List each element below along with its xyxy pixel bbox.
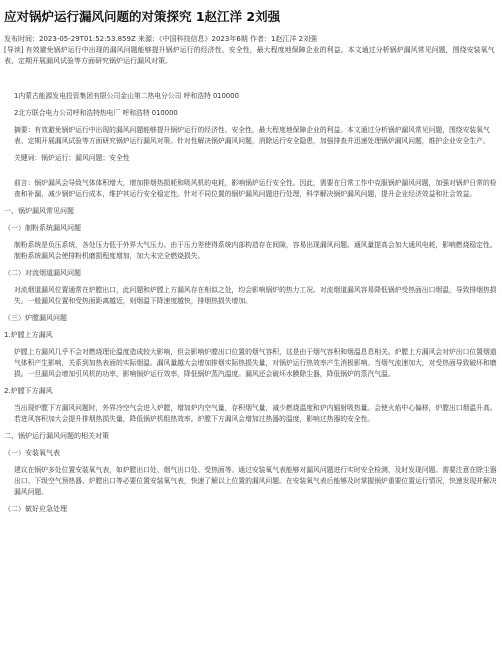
subsection-heading: （二）做好应急处理 — [4, 505, 67, 513]
preface: 前言：锅炉漏风会导致气体体积增大，增加排烟热损耗和吸风机的电耗，影响锅炉运行安全性。因此，需要在日常工作中克服锅炉漏风问题，加强对锅炉日常的检查和补漏，减少锅炉运行成本，维护其运行安全稳定性。针对不同位置的锅炉漏风问题进行处理，科学解决锅炉漏风问题，提升企业经济效益和社会效益。 — [14, 179, 497, 198]
paragraph: 制粉系统是负压系统，各处压力低于外界大气压力。由于压力差使得系统内部构造存在间隙，容易出现漏风问题。通风量提高会加大通风电耗，影响燃烧稳定性。制粉系统漏风会使排粉机磨损程度增加，加大未完全燃烧损失。 — [14, 241, 497, 260]
paragraph: 炉膛上方漏风几乎不会对燃烧理论温度造成较大影响，但会影响炉膛出口位置的烟气容积，这是由于烟气容积和烟温息息相关。炉膛上方漏风会对炉出口位置烟道气体积产生影响，关系到加热表面的实际烟温。漏风量越大会增加排烟实际热损失量，对锅炉运行热效率产生消极影响。当烟气流速加大，对受热面导致破坏和磨损。一旦漏风会增加引风机的功率，影响锅炉运行效率，降低锅炉蒸汽温度。漏风还会破坏水膜除尘器，降低锅炉的蒸汽气温。 — [14, 348, 497, 378]
page-title: 应对锅炉运行漏风问题的对策探究 1赵江洋 2刘强 — [4, 9, 281, 24]
section-heading-2: 二、锅炉运行漏风问题的相关对策 — [4, 432, 109, 440]
subsection-heading: （三）炉膛漏风问题 — [4, 314, 67, 322]
article-guide: [导读] 有效避免锅炉运行中出现的漏风问题能够提升锅炉运行的经济性、安全性，最大程度地保障企业的利益。本文通过分析锅炉漏风常见问题，围绕安装氧气表、定期开展漏风试验等方面研究锅炉运行漏风对策。 — [4, 46, 495, 65]
paragraph: 当出现炉膛下方漏风问题时，外界冷空气会进入炉膛，增加炉内空气量，存积烟气量，减少燃烧温度和炉内辐射吸热量。会使火焰中心偏移，炉膛出口烟温升高。若进风容积加大会提升排烟热损失量，降低锅炉机组热效率。炉膛下方漏风会增加过热器的温度，影响过热器的安全性。 — [14, 404, 497, 423]
article-meta: 发布时间：2023-05-29T01:52:53.859Z 来源：《中国科技信息》2023年6期 作者：1赵江洋 2刘强 — [4, 35, 318, 43]
paragraph: 对流烟道漏风位置通常在炉膛出口，此问题和炉膛上方漏风存在相似之处，均会影响锅炉的热力工况。对流烟道漏风容易降低锅炉受热面出口烟温，导致排烟热损失。一般漏风位置和受热面距离越近，则烟温下降速度越快，排烟热损失增加。 — [14, 286, 497, 305]
section-heading-1: 一、锅炉漏风常见问题 — [4, 207, 74, 215]
affiliation-2: 2北方联合电力公司呼和浩特热电厂 呼和浩特 010000 — [14, 109, 178, 117]
affiliation-1: 1内蒙古能源发电投资集团有限公司金山第二热电分公司 呼和浩特 010000 — [14, 92, 239, 100]
subsection-heading: （二）对流烟道漏风问题 — [4, 269, 81, 277]
abstract: 摘要：有效避免锅炉运行中出现的漏风问题能够提升锅炉运行的经济性、安全性，最大程度地保障企业的利益。本文通过分析锅炉漏风常见问题，围绕安装氧气表、定期开展漏风试验等方面研究锅炉运行漏风对策。针对性解决锅炉漏风问题，消除运行安全隐患，加强排查并迅速处理锅炉漏风问题，维护企业安全生产。 — [14, 126, 490, 145]
paragraph: 建议在锅炉多处位置安装氧气表，如炉膛出口处、烟气出口处、受热面等。通过安装氧气表能够对漏风问题进行实时安全检测，及时发现问题。需要注意在除尘器出口、下级空气预热器、炉膛出口等必要位置安装氧气表，快速了解以上位置的漏风问题。在安装氧气表后能够及时掌握锅炉重要位置运行情况，快速发现并解决漏风问题。 — [14, 466, 497, 496]
keywords: 关键词：锅炉运行；漏风问题；安全性 — [14, 154, 130, 162]
subsection-heading: （一）安装氧气表 — [4, 449, 60, 457]
subsection-heading: （一）制粉系统漏风问题 — [4, 224, 81, 232]
item-heading: 1.炉膛上方漏风 — [4, 331, 53, 339]
item-heading: 2.炉膛下方漏风 — [4, 387, 53, 395]
